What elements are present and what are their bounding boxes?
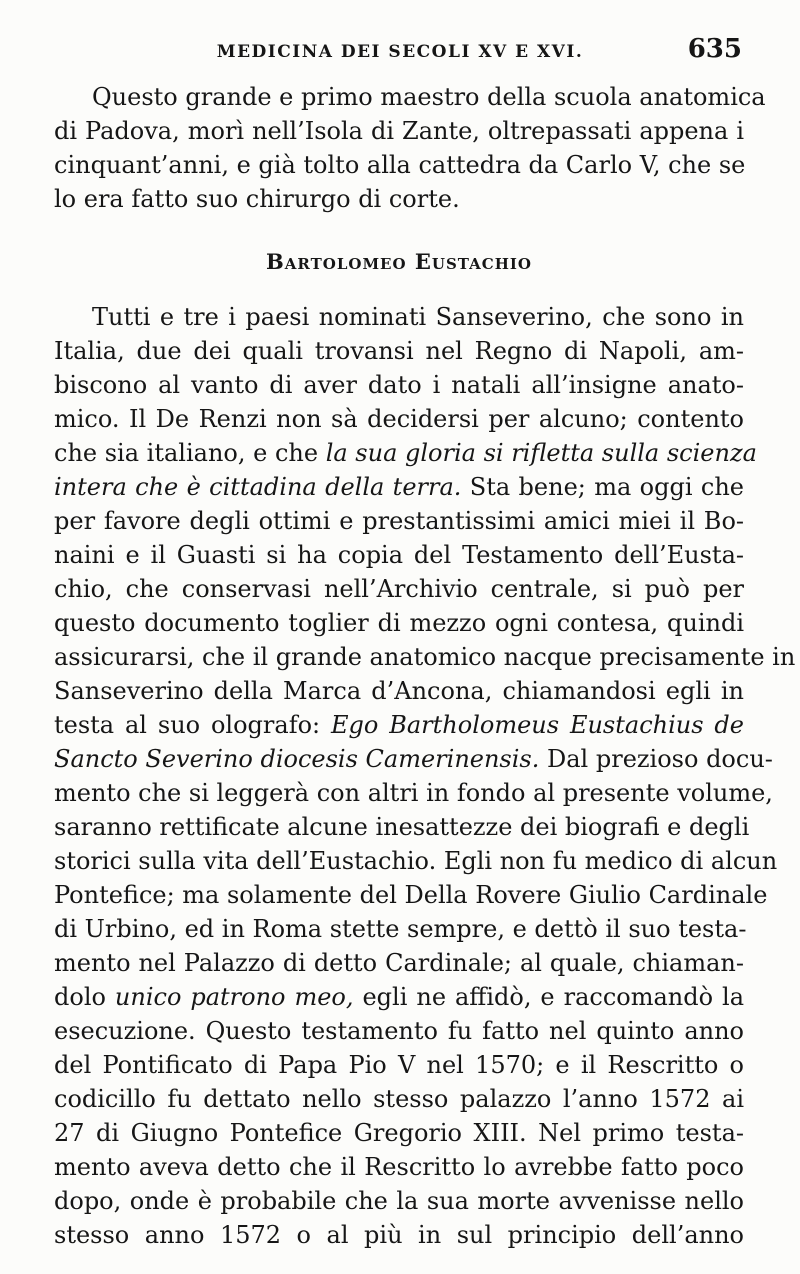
- text-line: Pontefice; ma solamente del Della Rovere Giulio Cardinale: [54, 881, 768, 909]
- text-line: per favore degli ottimi e prestantissimi amici miei il Bo-: [54, 507, 744, 535]
- text-line: di Urbino, ed in Roma stette sempre, e dettò il suo testa-: [54, 915, 747, 943]
- text-line: mento nel Palazzo di detto Cardinale; al quale, chiaman-: [54, 949, 744, 977]
- text-line: Sancto Severino diocesis Camerinensis. Dal prezioso docu-: [54, 745, 773, 773]
- text-line: Italia, due dei quali trovansi nel Regno di Napoli, am-: [54, 337, 744, 365]
- text-line: cinquant’anni, e già tolto alla cattedra da Carlo V, che se: [54, 151, 746, 179]
- body-text: [54, 80, 796, 1252]
- text-line: 27 di Giugno Pontefice Gregorio XIII. Nel primo testa-: [54, 1119, 744, 1147]
- page-number: 635: [687, 34, 742, 64]
- text-line: Tutti e tre i paesi nominati Sanseverino, che sono in: [92, 303, 744, 331]
- text-line: lo era fatto suo chirurgo di corte.: [54, 185, 460, 213]
- text-line: Sanseverino della Marca d’Ancona, chiamandosi egli in: [54, 677, 744, 705]
- text-line: questo documento toglier di mezzo ogni contesa, quindi: [54, 609, 744, 637]
- paragraph-2: [54, 300, 796, 1252]
- running-head: [52, 34, 748, 70]
- text-line: stesso anno 1572 o al più in sul principio dell’anno: [54, 1221, 744, 1249]
- text-line: mico. Il De Renzi non sà decidersi per alcuno; contento: [54, 405, 744, 433]
- running-head-title: MEDICINA DEI SECOLI XV E XVI.: [216, 42, 584, 62]
- text-line: mento aveva detto che il Rescritto lo avrebbe fatto poco: [54, 1153, 744, 1181]
- text-line: dopo, onde è probabile che la sua morte avvenisse nello: [54, 1187, 744, 1215]
- text-line: biscono al vanto di aver dato i natali all’insigne anato-: [54, 371, 744, 399]
- text-line: assicurarsi, che il grande anatomico nacque precisamente in: [54, 643, 796, 671]
- text-line: naini e il Guasti si ha copia del Testamento dell’Eusta-: [54, 541, 744, 569]
- text-line: storici sulla vita dell’Eustachio. Egli non fu medico di alcun: [54, 847, 778, 875]
- paragraph-1: [54, 80, 766, 216]
- text-line: di Padova, morì nell’Isola di Zante, oltrepassati appena i: [54, 117, 744, 145]
- text-line: dolo unico patrono meo, egli ne affidò, e raccomandò la: [54, 983, 745, 1011]
- text-line: Questo grande e primo maestro della scuola anatomica: [92, 83, 766, 111]
- text-line: codicillo fu dettato nello stesso palazzo l’anno 1572 ai: [54, 1085, 744, 1113]
- section-heading: Bartolomeo Eustachio: [266, 249, 532, 274]
- text-line: esecuzione. Questo testamento fu fatto nel quinto anno: [54, 1017, 744, 1045]
- text-line: del Pontificato di Papa Pio V nel 1570; e il Rescritto o: [54, 1051, 744, 1079]
- text-line: testa al suo olografo: Ego Bartholomeus Eustachius de: [54, 711, 744, 739]
- text-line: che sia italiano, e che la sua gloria si rifletta sulla scienza: [54, 439, 757, 467]
- text-line: chio, che conservasi nell’Archivio centrale, si può per: [54, 575, 744, 603]
- text-line: saranno rettificate alcune inesattezze dei biografi e degli: [54, 813, 750, 841]
- text-line: mento che si leggerà con altri in fondo al presente volume,: [54, 779, 773, 807]
- text-line: intera che è cittadina della terra. Sta bene; ma oggi che: [54, 473, 744, 501]
